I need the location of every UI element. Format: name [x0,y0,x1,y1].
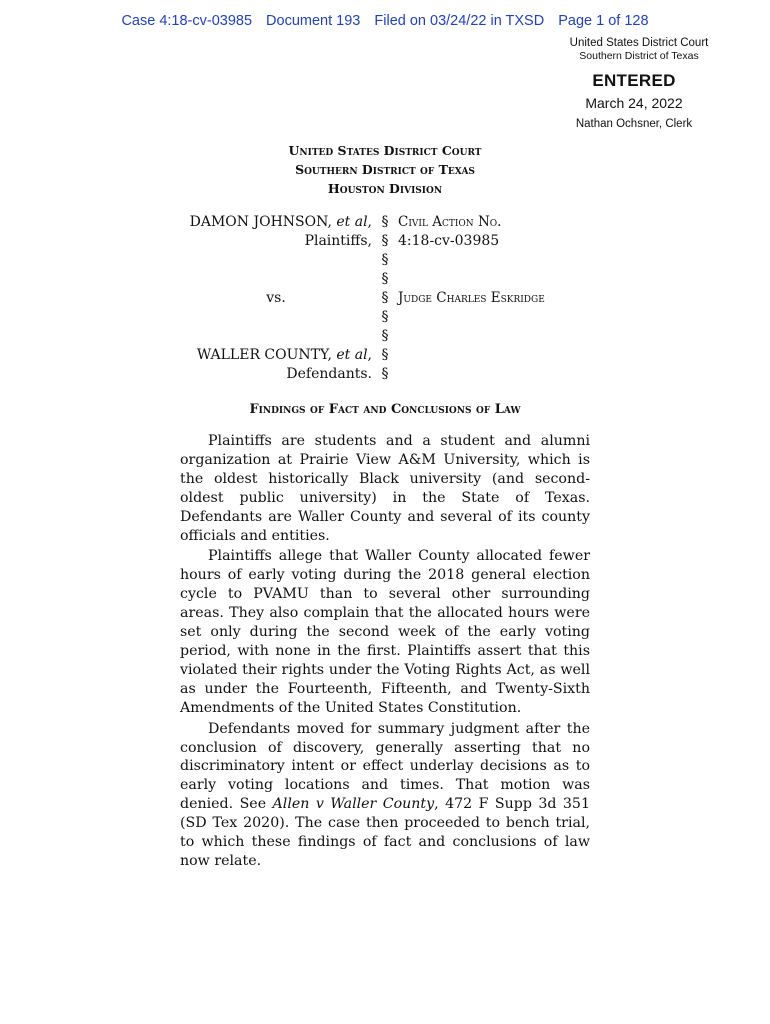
caption-row [180,232,600,251]
caption-row [180,365,600,384]
case-caption [180,213,600,384]
section-symbol: § [381,347,389,363]
opinion-body [180,432,590,873]
page-count: Page 1 of 128 [558,13,649,29]
paragraph-2: Plaintiffs allege that Waller County allocated fewer hours of early voting during the 2018 general election cycle to PVAMU than to several other surrounding areas. They also complain that the allocated hours were set only during the second week of the early voting period, with none in the first. Plaintiffs assert that this violated their rights under the Voting Rights Act, as well as under the Fourteenth, Fifteenth, and Twenty-Sixth Amendments of the United States Constitution. [180,548,590,716]
defendant-et-al: et al [336,347,368,363]
case-citation: Allen v Waller County [272,796,435,813]
section-symbol: § [381,233,389,249]
document-number: Document 193 [266,13,361,29]
section-symbol: § [381,309,389,325]
caption-row [180,327,600,346]
paragraph-3 [180,720,590,871]
stamp-district: Southern District of Texas [579,50,699,62]
section-symbol: § [381,366,389,382]
paragraph-3-text: Defendants moved for summary judgment after the conclusion of discovery, generally asserting that no discriminatory intent or effect underlay decisions as to early voting locations and times. That motion was denied. See [180,720,590,813]
caption-row [180,213,600,232]
stamp-date: March 24, 2022 [585,95,683,111]
section-symbol: § [381,328,389,344]
court-district: Southern District of Texas [295,162,475,177]
plaintiff-role: Plaintiffs, [304,233,372,249]
caption-row [180,346,600,365]
stamp-court: United States District Court [569,37,709,49]
caption-row [180,289,600,308]
plaintiff-name: DAMON JOHNSON, [189,214,332,230]
versus [180,289,372,308]
plaintiff-et-al: et al [336,214,368,230]
caption-row [180,251,600,270]
case-number: 4:18-cv-03985 [398,233,500,249]
versus-text: vs. [266,290,286,306]
caption-row [180,270,600,289]
court-division: Houston Division [327,181,443,196]
section-symbol: § [381,271,389,287]
defendant-role: Defendants. [286,366,372,382]
judge-name: Judge Charles Eskridge [398,290,545,306]
stamp-status: ENTERED [592,71,676,90]
caption-row [180,308,600,327]
document-title: Findings of Fact and Conclusions of Law [249,402,521,417]
section-symbol: § [381,214,389,230]
civil-action-label: Civil Action No. [398,214,502,230]
court-name: United States District Court [288,143,482,158]
case-number-header: Case 4:18-cv-03985 [121,13,253,29]
filing-header [0,13,770,29]
defendant-party: WALLER COUNTY, et al, [196,347,372,363]
paragraph-1: Plaintiffs are students and a student and alumni organization at Prairie View A&M University, which is the oldest historically Black university (and second-oldest public university) in the State of Texas. Defendants are Waller County and several of its county officials and entities. [180,433,590,544]
section-symbol: § [381,252,389,268]
section-symbol: § [381,290,389,306]
defendant-name: WALLER COUNTY, [196,347,332,363]
entered-stamp [534,36,734,130]
paragraph-3-text-end: , 472 F Supp 3d 351 (SD Tex 2020). The case then proceeded to bench trial, to which these findings of fact and conclusions of law now relate. [180,796,590,869]
court-heading [0,141,770,198]
plaintiff-party: DAMON JOHNSON, et al, [189,214,372,230]
stamp-clerk: Nathan Ochsner, Clerk [575,118,693,130]
filed-date: Filed on 03/24/22 in TXSD [374,13,545,29]
